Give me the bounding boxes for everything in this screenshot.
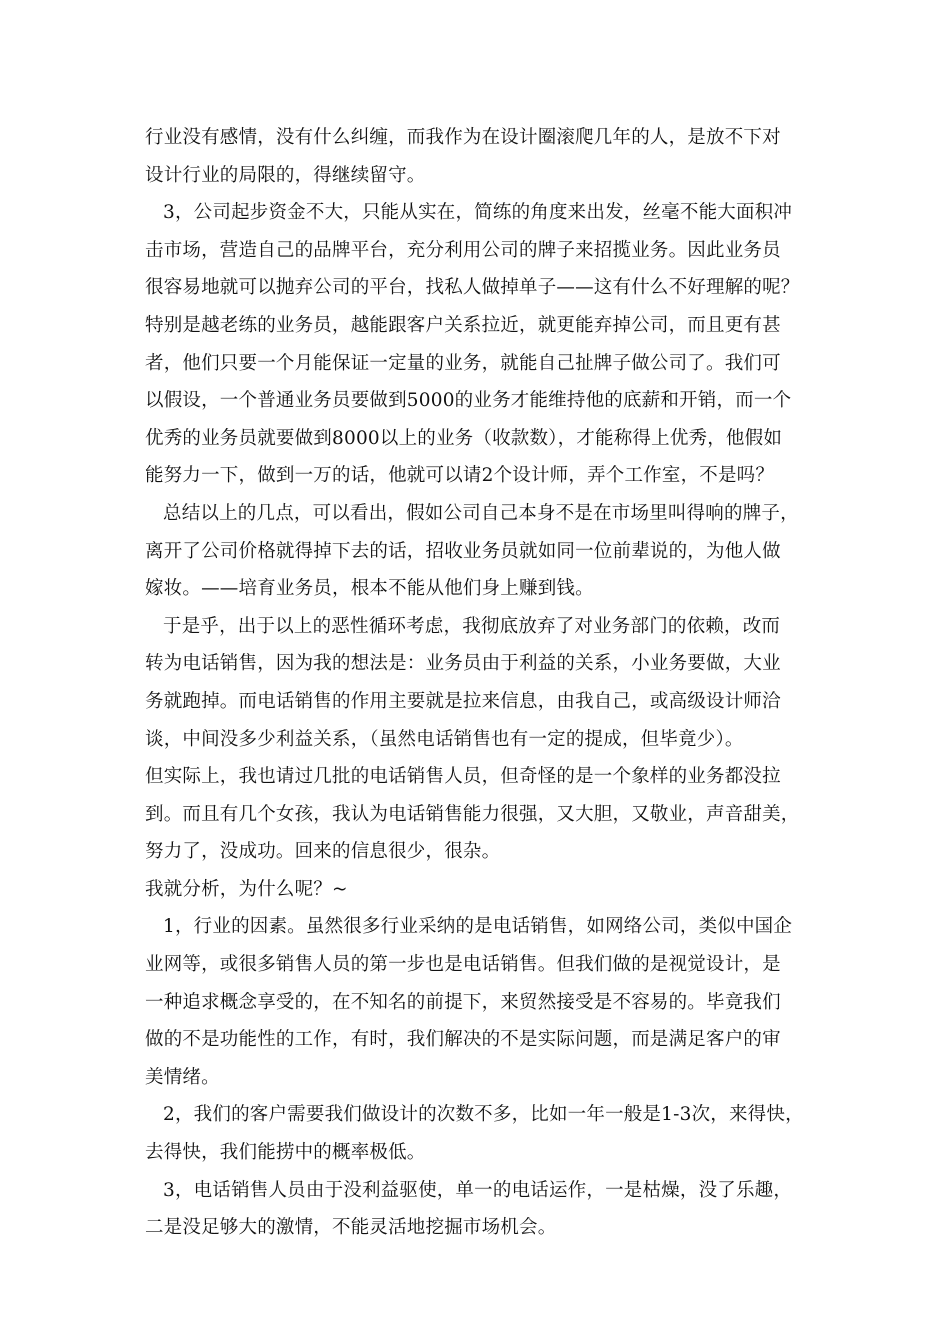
text-line: 嫁妆。——培育业务员，根本不能从他们身上赚到钱。 bbox=[145, 578, 594, 600]
text-line: 一种追求概念享受的，在不知名的前提下，来贸然接受是不容易的。毕竟我们 bbox=[145, 991, 781, 1013]
text-line: 设计行业的局限的，得继续留守。 bbox=[145, 164, 426, 186]
text-line: 转为电话销售，因为我的想法是：业务员由于利益的关系，小业务要做，大业 bbox=[145, 653, 781, 675]
text-line: 优秀的业务员就要做到8000以上的业务（收款数），才能称得上优秀，他假如 bbox=[145, 427, 783, 449]
text-line: 努力了，没成功。回来的信息很少，很杂。 bbox=[145, 841, 501, 863]
text-line: 很容易地就可以抛弃公司的平台，找私人做掉单子——这有什么不好理解的呢？ bbox=[145, 277, 800, 299]
text-line: 3，公司起步资金不大，只能从实在，简练的角度来出发，丝毫不能大面积冲 bbox=[163, 202, 793, 224]
text-line: 美情绪。 bbox=[145, 1066, 220, 1088]
text-line: 特别是越老练的业务员，越能跟客户关系拉近，就更能弃掉公司，而且更有甚 bbox=[145, 314, 781, 336]
text-line: 做的不是功能性的工作，有时，我们解决的不是实际问题，而是满足客户的审 bbox=[145, 1029, 781, 1051]
text-line: 2，我们的客户需要我们做设计的次数不多，比如一年一般是1-3次，来得快， bbox=[163, 1104, 804, 1126]
text-line: 能努力一下，做到一万的话，他就可以请2个设计师，弄个工作室，不是吗？ bbox=[145, 465, 775, 487]
text-line: 谈，中间没多少利益关系，（虽然电话销售也有一定的提成，但毕竟少）。 bbox=[145, 728, 744, 750]
text-line: 者，他们只要一个月能保证一定量的业务，就能自己扯牌子做公司了。我们可 bbox=[145, 352, 781, 374]
text-line: 于是乎，出于以上的恶性循环考虑，我彻底放弃了对业务部门的依赖，改而 bbox=[163, 615, 781, 637]
text-line: 击市场，营造自己的品牌平台，充分利用公司的牌子来招揽业务。因此业务员 bbox=[145, 239, 781, 261]
text-line: 业网等，或很多销售人员的第一步也是电话销售。但我们做的是视觉设计，是 bbox=[145, 954, 781, 976]
text-line: 二是没足够大的激情，不能灵活地挖掘市场机会。 bbox=[145, 1217, 557, 1239]
text-line: 到。而且有几个女孩，我认为电话销售能力很强，又大胆，又敬业，声音甜美， bbox=[145, 803, 800, 825]
text-line: 1，行业的因素。虽然很多行业采纳的是电话销售，如网络公司，类似中国企 bbox=[163, 916, 793, 938]
text-line: 行业没有感情，没有什么纠缠，而我作为在设计圈滚爬几年的人，是放不下对 bbox=[145, 127, 781, 148]
text-line: 离开了公司价格就得掉下去的话，招收业务员就如同一位前辈说的，为他人做 bbox=[145, 540, 781, 562]
text-line: 以假设，一个普通业务员要做到5000的业务才能维持他的底薪和开销，而一个 bbox=[145, 390, 792, 412]
text-line: 3，电话销售人员由于没利益驱使，单一的电话运作，一是枯燥，没了乐趣， bbox=[163, 1179, 793, 1201]
text-line: 总结以上的几点，可以看出，假如公司自己本身不是在市场里叫得响的牌子， bbox=[163, 502, 799, 524]
text-line: 去得快，我们能捞中的概率极低。 bbox=[145, 1142, 426, 1164]
text-line: 但实际上，我也请过几批的电话销售人员，但奇怪的是一个象样的业务都没拉 bbox=[145, 766, 781, 788]
text-line: 务就跑掉。而电话销售的作用主要就是拉来信息，由我自己，或高级设计师洽 bbox=[145, 690, 781, 712]
text-line: 我就分析，为什么呢？~ bbox=[145, 878, 348, 900]
document-body-text bbox=[145, 119, 845, 1247]
